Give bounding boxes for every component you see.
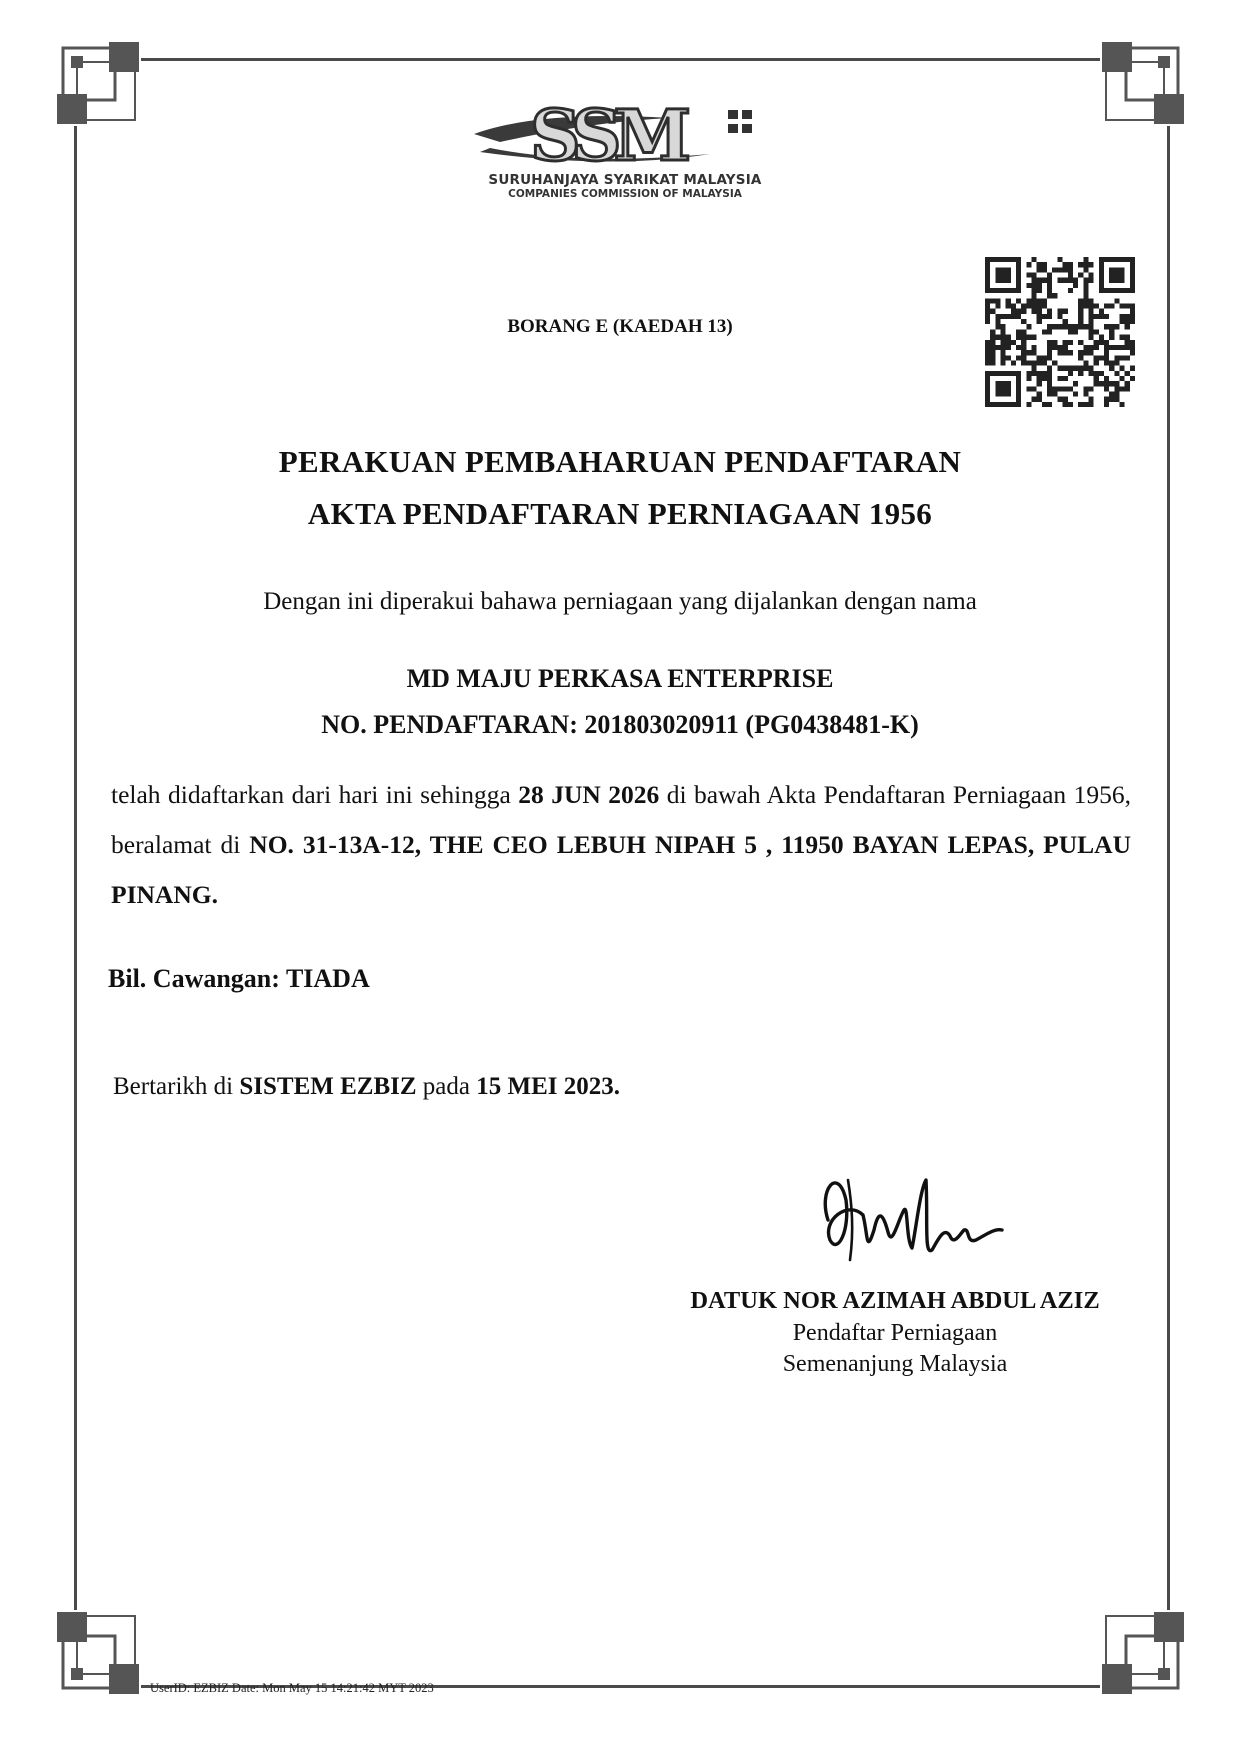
expiry-date: 28 JUN 2026 — [518, 780, 660, 809]
branch-count: Bil. Cawangan: TIADA — [108, 964, 370, 993]
logo-line-malay: SURUHANJAYA SYARIKAT MALAYSIA — [488, 172, 762, 188]
signer-name: DATUK NOR AZIMAH ABDUL AZIZ — [690, 1287, 1100, 1314]
certificate-title-line2: AKTA PENDAFTARAN PERNIAGAAN 1956 — [307, 496, 933, 531]
statement-text: di bawah Akta Pendaftaran Perniagaan 1956, beralamat di — [111, 780, 1131, 859]
logo-wordmark: SSM — [530, 96, 684, 172]
issue-date: 15 MEI 2023. — [476, 1073, 620, 1100]
corner-ornament-icon — [1100, 1610, 1184, 1694]
issue-middle: pada — [416, 1073, 477, 1100]
signer-title-line2: Semenanjung Malaysia — [782, 1351, 1008, 1377]
qr-code-icon — [985, 257, 1135, 407]
business-address: NO. 31-13A-12, THE CEO LEBUH NIPAH 5 , 11950 BAYAN LEPAS, PULAU PINANG. — [111, 830, 1131, 909]
signer-title-line1: Pendaftar Perniagaan — [792, 1320, 998, 1346]
registration-number: NO. PENDAFTARAN: 201803020911 (PG0438481-K) — [321, 710, 919, 739]
footer-user-stamp: UserID: EZBIZ Date: Mon May 15 14:21:42 MYT 2023 — [150, 1681, 434, 1695]
form-reference: BORANG E (KAEDAH 13) — [507, 316, 733, 337]
business-name: MD MAJU PERKASA ENTERPRISE — [406, 664, 834, 693]
corner-ornament-icon — [1100, 42, 1184, 126]
corner-ornament-icon — [57, 42, 141, 126]
corner-ornament-icon — [57, 1610, 141, 1694]
registration-statement — [111, 770, 1131, 920]
signature-icon — [808, 1160, 1008, 1280]
statement-text: telah didaftarkan dari hari ini sehingga — [111, 780, 519, 809]
issue-statement — [113, 1073, 620, 1101]
ssm-logo — [470, 96, 780, 204]
issue-system: SISTEM EZBIZ — [239, 1073, 417, 1100]
certification-intro: Dengan ini diperakui bahawa perniagaan yang dijalankan dengan nama — [263, 588, 977, 615]
issue-prefix: Bertarikh di — [113, 1073, 240, 1100]
logo-line-english: COMPANIES COMMISSION OF MALAYSIA — [508, 188, 742, 200]
certificate-title-line1: PERAKUAN PEMBAHARUAN PENDAFTARAN — [278, 444, 962, 479]
